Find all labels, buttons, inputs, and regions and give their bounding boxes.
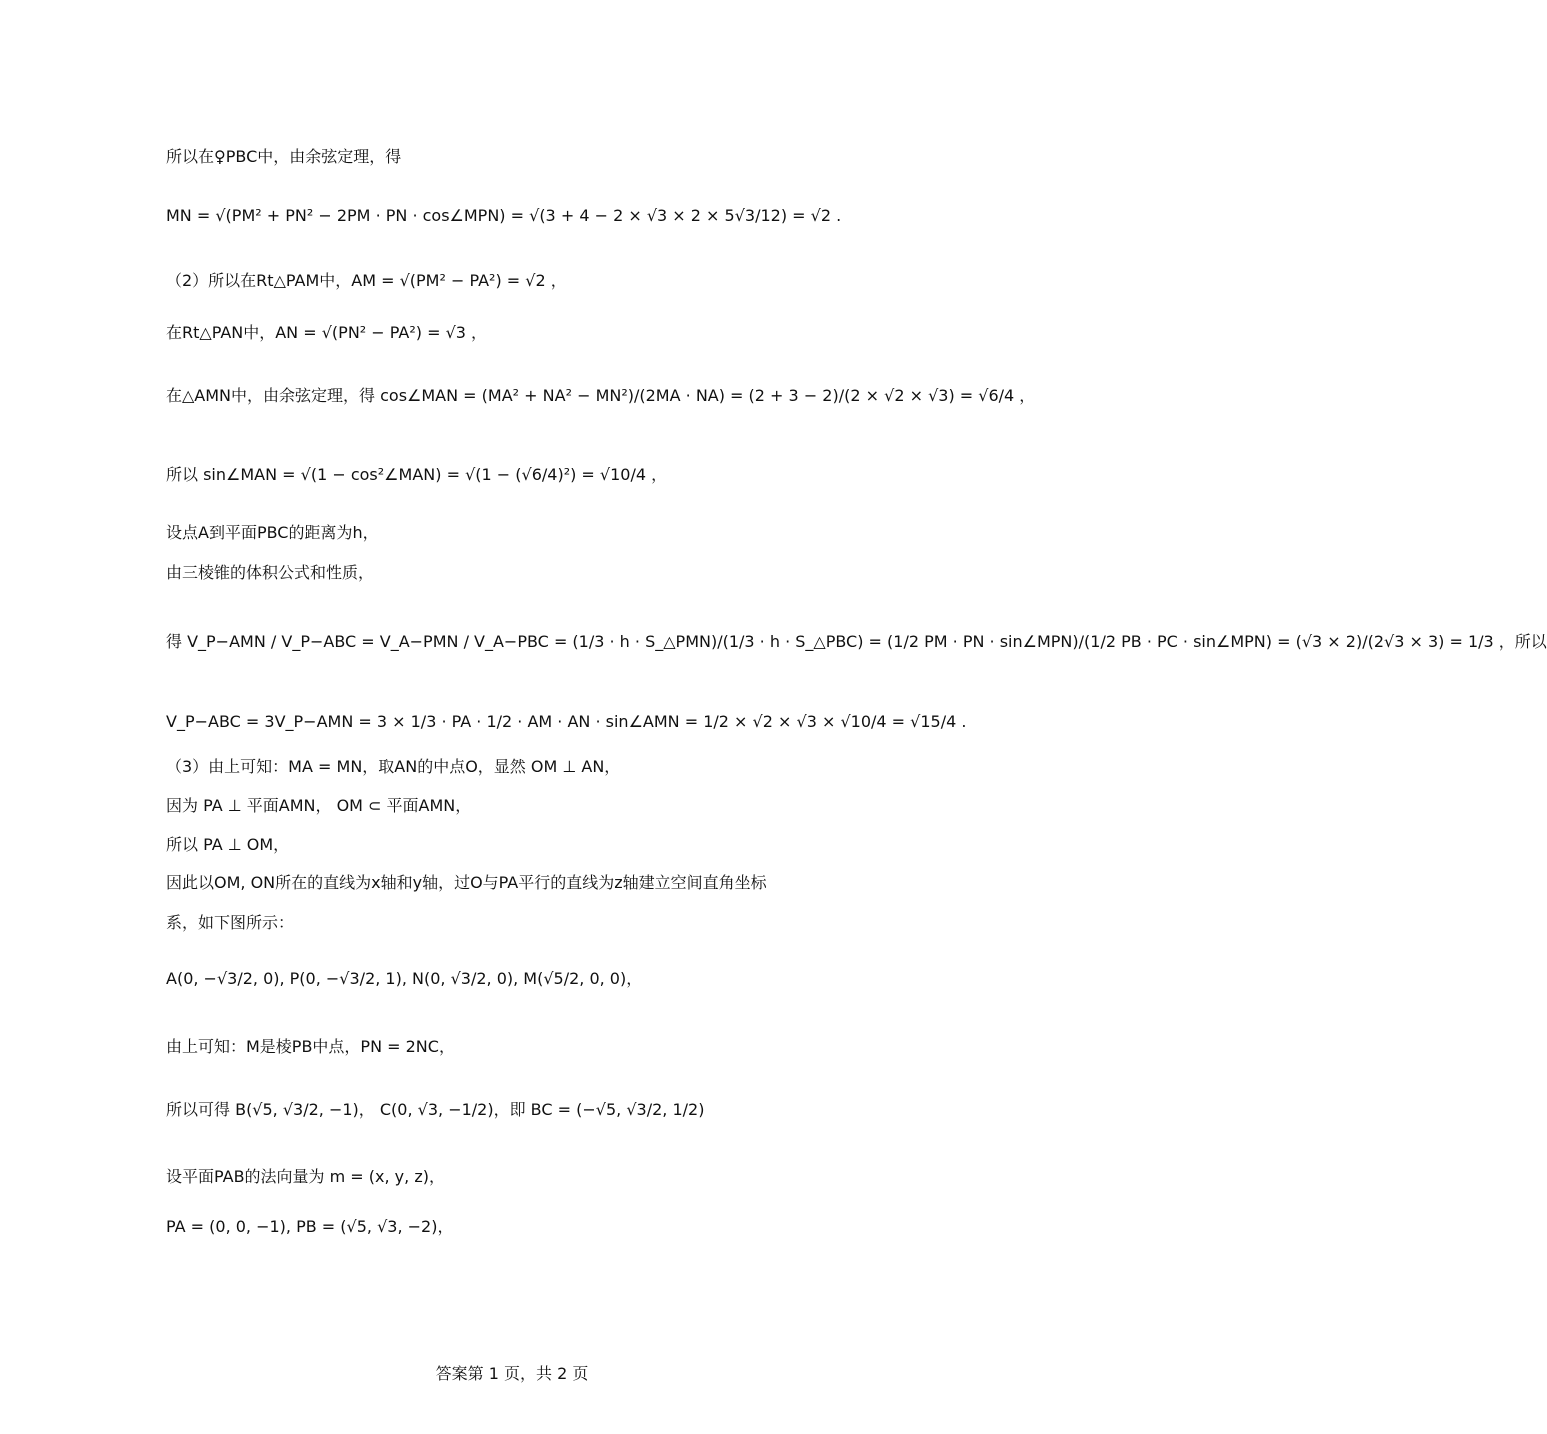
line-7: 设点A到平面PBC的距离为h， xyxy=(166,523,379,542)
line-11: （3）由上可知：MA = MN，取AN的中点O，显然 OM ⊥ AN， xyxy=(166,757,621,776)
line-6: 所以 sin∠MAN = √(1 − cos²∠MAN) = √(1 − (√6/4)²) = √10/4 ， xyxy=(166,465,668,484)
line-18: 所以可得 B(√5, √3/2, −1)， C(0, √3, −1/2)，即 BC = (−√5, √3/2, 1/2) xyxy=(166,1100,705,1119)
line-9: 得 V_P−AMN / V_P−ABC = V_A−PMN / V_A−PBC = (1/3 · h · S_△PMN)/(1/3 · h · S_△PBC) = (1/2 PM · PN · sin∠MPN)/(1/2 PB · PC · sin∠MPN) = (√3 × 2)/(2√3 × 3) = 1/3 ，所以 xyxy=(166,632,1547,651)
line-15: 系，如下图所示： xyxy=(166,913,295,932)
line-2: MN = √(PM² + PN² − 2PM · PN · cos∠MPN) = √(3 + 4 − 2 × √3 × 2 × 5√3/12) = √2 . xyxy=(166,206,842,225)
line-14: 因此以OM, ON所在的直线为x轴和y轴，过O与PA平行的直线为z轴建立空间直角坐标 xyxy=(166,873,767,892)
line-3: （2）所以在Rt△PAM中，AM = √(PM² − PA²) = √2 ， xyxy=(166,271,567,290)
page-footer: 答案第 1 页，共 2 页 xyxy=(435,1364,589,1383)
line-4: 在Rt△PAN中，AN = √(PN² − PA²) = √3 ， xyxy=(166,323,488,342)
line-13: 所以 PA ⊥ OM， xyxy=(166,835,290,854)
line-19: 设平面PAB的法向量为 m = (x, y, z)， xyxy=(166,1167,445,1186)
line-10: V_P−ABC = 3V_P−AMN = 3 × 1/3 · PA · 1/2 · AM · AN · sin∠AMN = 1/2 × √2 × √3 × √10/4 = √15/4 . xyxy=(166,712,967,731)
line-20: PA = (0, 0, −1), PB = (√5, √3, −2)， xyxy=(166,1217,454,1236)
line-16: A(0, −√3/2, 0), P(0, −√3/2, 1), N(0, √3/2, 0), M(√5/2, 0, 0)， xyxy=(166,969,643,988)
line-12: 因为 PA ⊥ 平面AMN， OM ⊂ 平面AMN， xyxy=(166,796,472,815)
line-1: 所以在♀PBC中，由余弦定理，得 xyxy=(166,147,402,166)
line-8: 由三棱锥的体积公式和性质， xyxy=(166,563,375,582)
line-17: 由上可知：M是棱PB中点，PN = 2NC， xyxy=(166,1037,455,1056)
line-5: 在△AMN中，由余弦定理，得 cos∠MAN = (MA² + NA² − MN²)/(2MA · NA) = (2 + 3 − 2)/(2 × √2 × √3) = √6/4 ， xyxy=(166,386,1036,405)
